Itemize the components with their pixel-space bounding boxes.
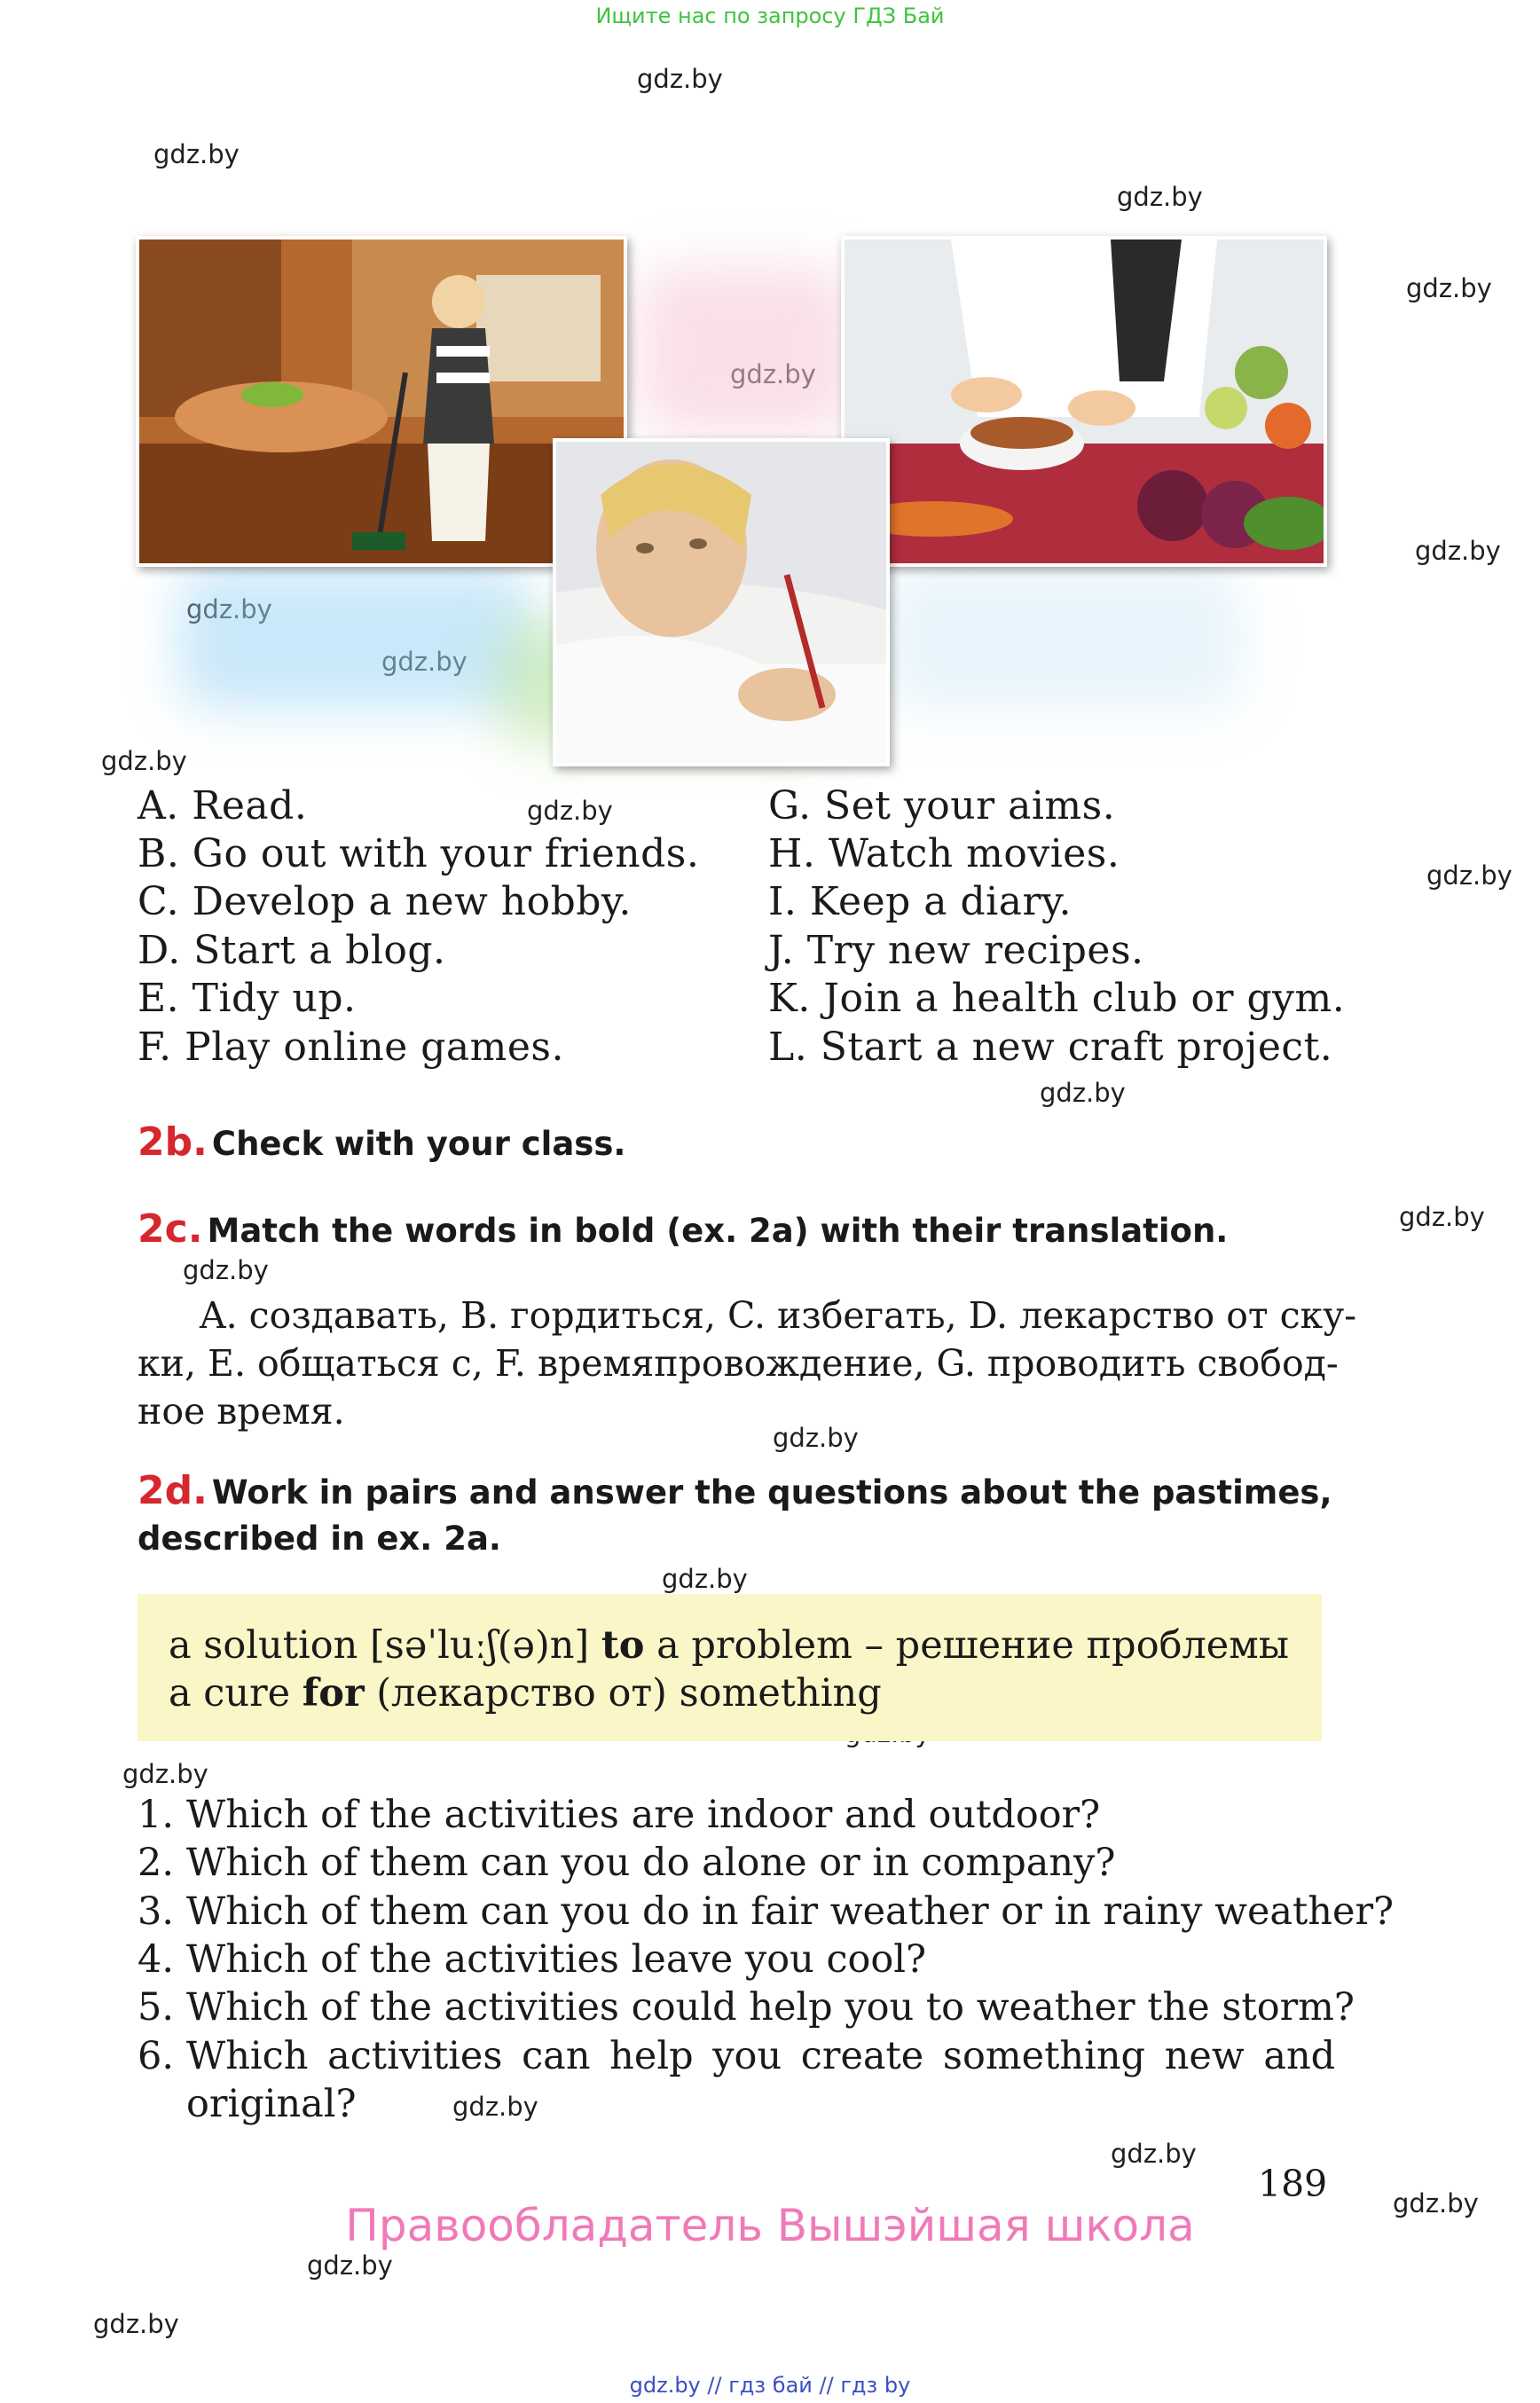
question-number: 3. <box>138 1889 175 1934</box>
background-glow <box>887 568 1242 710</box>
activity-i: I. Keep a diary. <box>768 879 1072 924</box>
watermark: gdz.by <box>662 1564 748 1594</box>
question-number: 1. <box>138 1793 175 1837</box>
top-banner[interactable]: Ищите нас по запросу ГДЗ Бай <box>595 4 945 28</box>
question-number: 4. <box>138 1937 175 1982</box>
watermark: gdz.by <box>183 1255 269 1285</box>
activity-f: F. Play online games. <box>138 1025 564 1070</box>
watermark: gdz.by <box>1117 182 1203 212</box>
note-text: a cure <box>169 1671 302 1716</box>
watermark: gdz.by <box>1111 2139 1197 2169</box>
vocabulary-note-box <box>138 1594 1322 1741</box>
question-text: Which of them can you do in fair weather or in rainy weather? <box>186 1889 1395 1934</box>
note-text: a solution <box>169 1623 370 1668</box>
watermark: gdz.by <box>101 746 187 776</box>
footer-links[interactable]: gdz.by // гдз бай // гдз by <box>629 2373 911 2398</box>
question-text: Which of the activities could help you to weather the storm? <box>186 1985 1355 2030</box>
activity-a: A. Read. <box>138 783 308 828</box>
note-bold-word: for <box>302 1671 365 1716</box>
photo-woman-writing-diary <box>553 438 890 766</box>
paragraph-line: A. создавать, B. гордиться, C. избегать, D. лекарство от ску- <box>200 1294 1357 1337</box>
paragraph-line: ки, E. общаться с, F. времяпровождение, G. проводить свобод- <box>138 1342 1339 1385</box>
watermark: gdz.by <box>1406 273 1492 303</box>
page-number: 189 <box>1258 2163 1328 2205</box>
watermark: gdz.by <box>1393 2188 1479 2218</box>
paragraph-line: ное время. <box>138 1390 345 1433</box>
question-text: Which of the activities are indoor and outdoor? <box>186 1793 1101 1837</box>
background-glow <box>177 568 532 710</box>
activity-b: B. Go out with your friends. <box>138 831 700 876</box>
watermark: gdz.by <box>1426 860 1512 891</box>
note-line-solution <box>169 1623 1289 1668</box>
question-text: Which activities can help you create something new and <box>186 2034 1336 2078</box>
watermark: gdz.by <box>773 1423 859 1453</box>
background-glow <box>639 266 852 435</box>
exercise-2d-heading <box>138 1468 1332 1513</box>
note-text: a problem – решение проблемы <box>644 1623 1289 1668</box>
exercise-instruction: Check with your class. <box>211 1125 626 1163</box>
exercise-instruction: Match the words in bold (ex. 2a) with their translation. <box>207 1212 1229 1250</box>
activity-e: E. Tidy up. <box>138 976 357 1021</box>
watermark: gdz.by <box>1415 536 1501 566</box>
question-text: original? <box>186 2082 357 2126</box>
exercise-number: 2d. <box>138 1468 208 1513</box>
activity-c: C. Develop a new hobby. <box>138 879 632 924</box>
watermark: gdz.by <box>93 2309 179 2339</box>
note-transcription: [səˈluːʃ(ə)n] <box>370 1623 590 1668</box>
exercise-2c-heading <box>138 1206 1228 1252</box>
photo-chef-cooking <box>841 236 1327 567</box>
question-item <box>138 1841 1115 1885</box>
exercise-2b-heading <box>138 1119 625 1165</box>
exercise-number: 2b. <box>138 1119 208 1165</box>
activity-h: H. Watch movies. <box>768 831 1120 876</box>
note-bold-word: to <box>601 1623 645 1668</box>
copyright-holder: Правообладатель Вышэйшая школа <box>345 2200 1195 2251</box>
activity-j: J. Try new recipes. <box>768 928 1144 973</box>
watermark: gdz.by <box>527 796 613 826</box>
translation-paragraph <box>138 1292 1357 1435</box>
watermark: gdz.by <box>153 139 240 169</box>
watermark: gdz.by <box>637 64 723 94</box>
question-text: Which of the activities leave you cool? <box>186 1937 927 1982</box>
note-line-cure <box>169 1671 882 1716</box>
activity-g: G. Set your aims. <box>768 783 1116 828</box>
note-text: (лекарство от) something <box>364 1671 882 1716</box>
watermark: gdz.by <box>122 1759 208 1789</box>
watermark: gdz.by <box>1399 1202 1485 1232</box>
watermark: gdz.by <box>307 2250 393 2281</box>
question-item <box>138 1937 926 1982</box>
exercise-instruction: Work in pairs and answer the questions about the pastimes, <box>211 1473 1332 1512</box>
activity-k: K. Join a health club or gym. <box>768 976 1346 1021</box>
activity-d: D. Start a blog. <box>138 928 446 973</box>
question-item <box>138 2034 1335 2078</box>
watermark: gdz.by <box>452 2092 538 2122</box>
question-item <box>138 1985 1355 2030</box>
question-item <box>138 2082 357 2126</box>
question-item <box>138 1793 1100 1837</box>
activity-l: L. Start a new craft project. <box>768 1025 1333 1070</box>
question-number: 6. <box>138 2034 175 2078</box>
question-number: 5. <box>138 1985 175 2030</box>
question-item <box>138 1889 1394 1934</box>
question-number: 2. <box>138 1841 175 1885</box>
watermark: gdz.by <box>1040 1078 1126 1108</box>
exercise-instruction-continued: described in ex. 2a. <box>138 1520 501 1558</box>
note-text <box>589 1623 601 1668</box>
exercise-number: 2c. <box>138 1206 203 1252</box>
question-text: Which of them can you do alone or in company? <box>186 1841 1116 1885</box>
